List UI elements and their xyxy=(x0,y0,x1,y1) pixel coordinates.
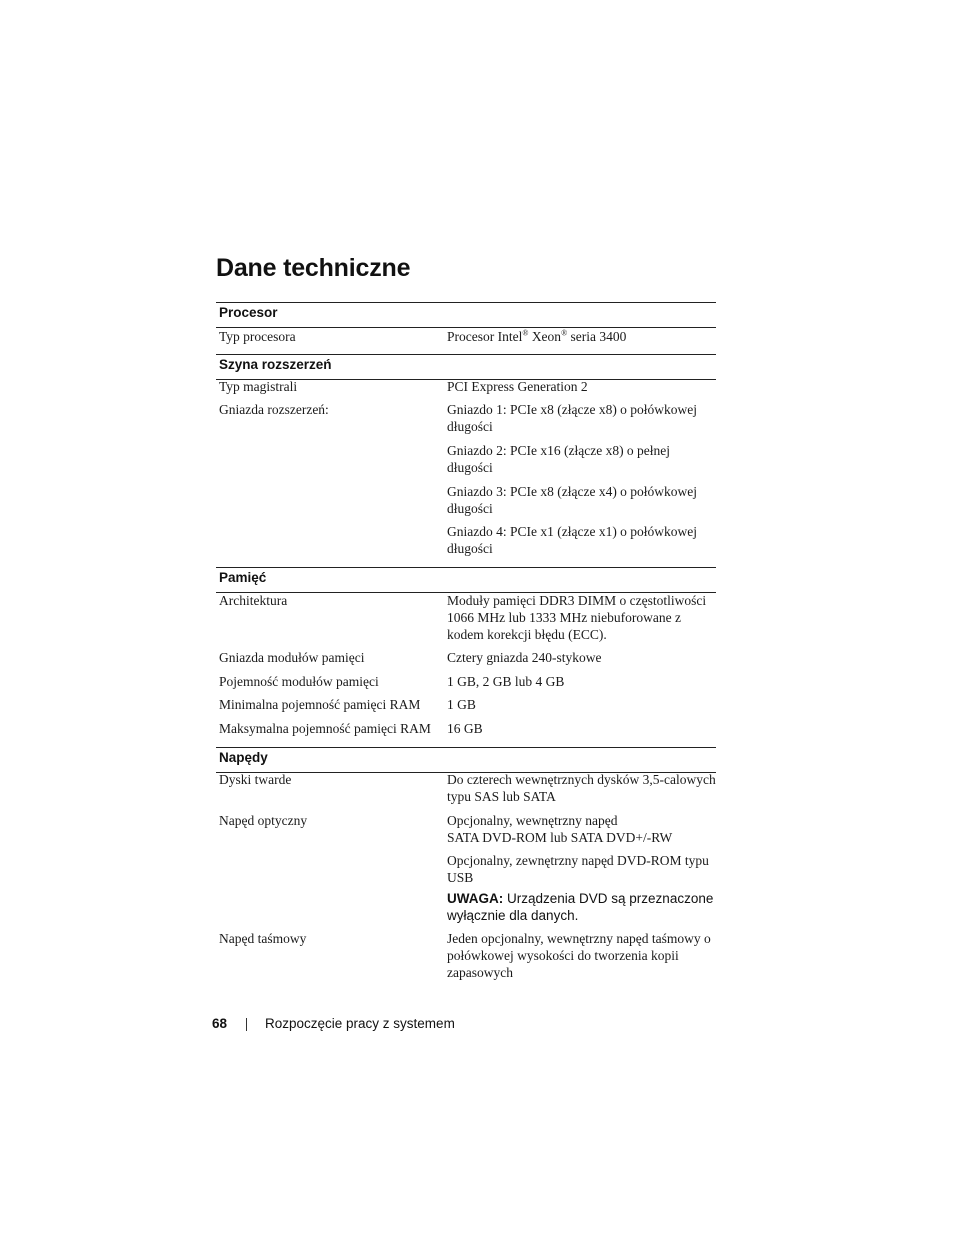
spec-value: 1 GB, 2 GB lub 4 GB xyxy=(447,674,565,689)
footer-text: Rozpoczęcie pracy z systemem xyxy=(265,1016,455,1031)
spec-value: Do czterech wewnętrznych dysków 3,5-calowych typu SAS lub SATA xyxy=(447,772,716,804)
slot-item: Gniazdo 4: PCIe x1 (złącze x1) o połówkowej długości xyxy=(447,524,698,556)
spec-label: Napęd optyczny xyxy=(219,813,308,828)
slot-item: Gniazdo 1: PCIe x8 (złącze x8) o połówkowej długości xyxy=(447,402,698,434)
spec-value xyxy=(447,812,717,846)
note xyxy=(447,890,717,924)
spec-label: Pojemność modułów pamięci xyxy=(219,674,379,689)
section-title: Szyna rozszerzeń xyxy=(219,357,332,372)
spec-label: Minimalna pojemność pamięci RAM xyxy=(219,697,421,712)
spec-value-part: Procesor Intel xyxy=(447,329,523,344)
spec-label: Dyski twarde xyxy=(219,772,292,787)
registered-mark: ® xyxy=(522,328,529,338)
section-header xyxy=(216,747,716,773)
registered-mark: ® xyxy=(561,328,568,338)
section-title: Procesor xyxy=(219,305,278,320)
slot-item: Gniazdo 3: PCIe x8 (złącze x4) o połówkowej długości xyxy=(447,484,698,516)
spec-value-line: Opcjonalny, wewnętrzny napęd xyxy=(447,813,618,828)
spec-value: Moduły pamięci DDR3 DIMM o częstotliwości 1066 MHz lub 1333 MHz niebuforowane z kodem korekcji błędu (ECC). xyxy=(447,593,707,642)
spec-value: Jeden opcjonalny, wewnętrzny napęd taśmowy o połówkowej wysokości do tworzenia kopii zapasowych xyxy=(447,931,711,980)
spec-label: Gniazda modułów pamięci xyxy=(219,650,365,665)
spec-value: 1 GB xyxy=(447,697,476,712)
spec-label: Typ procesora xyxy=(219,329,296,344)
spec-value: Opcjonalny, zewnętrzny napęd DVD-ROM typu USB xyxy=(447,853,709,885)
page-number: 68 xyxy=(212,1016,228,1031)
spec-value: PCI Express Generation 2 xyxy=(447,379,588,394)
section-header xyxy=(216,302,716,328)
spec-value: Cztery gniazda 240-stykowe xyxy=(447,650,602,665)
spec-value: 16 GB xyxy=(447,721,483,736)
note-text: Urządzenia DVD są przeznaczone wyłącznie dla danych. xyxy=(447,891,714,923)
slot-item: Gniazdo 2: PCIe x16 (złącze x8) o pełnej długości xyxy=(447,443,671,475)
spec-value-part: seria 3400 xyxy=(567,329,627,344)
spec-label: Maksymalna pojemność pamięci RAM xyxy=(219,721,431,736)
section-title: Napędy xyxy=(219,750,268,765)
spec-label: Gniazda rozszerzeń: xyxy=(219,402,329,417)
note-label: UWAGA: xyxy=(447,891,504,906)
spec-label: Napęd taśmowy xyxy=(219,931,307,946)
spec-value-line: SATA DVD-ROM lub SATA DVD+/-RW xyxy=(447,830,673,845)
section-header xyxy=(216,354,716,380)
spec-value xyxy=(447,328,717,345)
spec-label: Architektura xyxy=(219,593,288,608)
section-header xyxy=(216,567,716,593)
section-title: Pamięć xyxy=(219,570,267,585)
spec-value-part: Xeon xyxy=(528,329,562,344)
footer-divider xyxy=(246,1018,247,1031)
page-title: Dane techniczne xyxy=(216,254,411,282)
spec-label: Typ magistrali xyxy=(219,379,298,394)
